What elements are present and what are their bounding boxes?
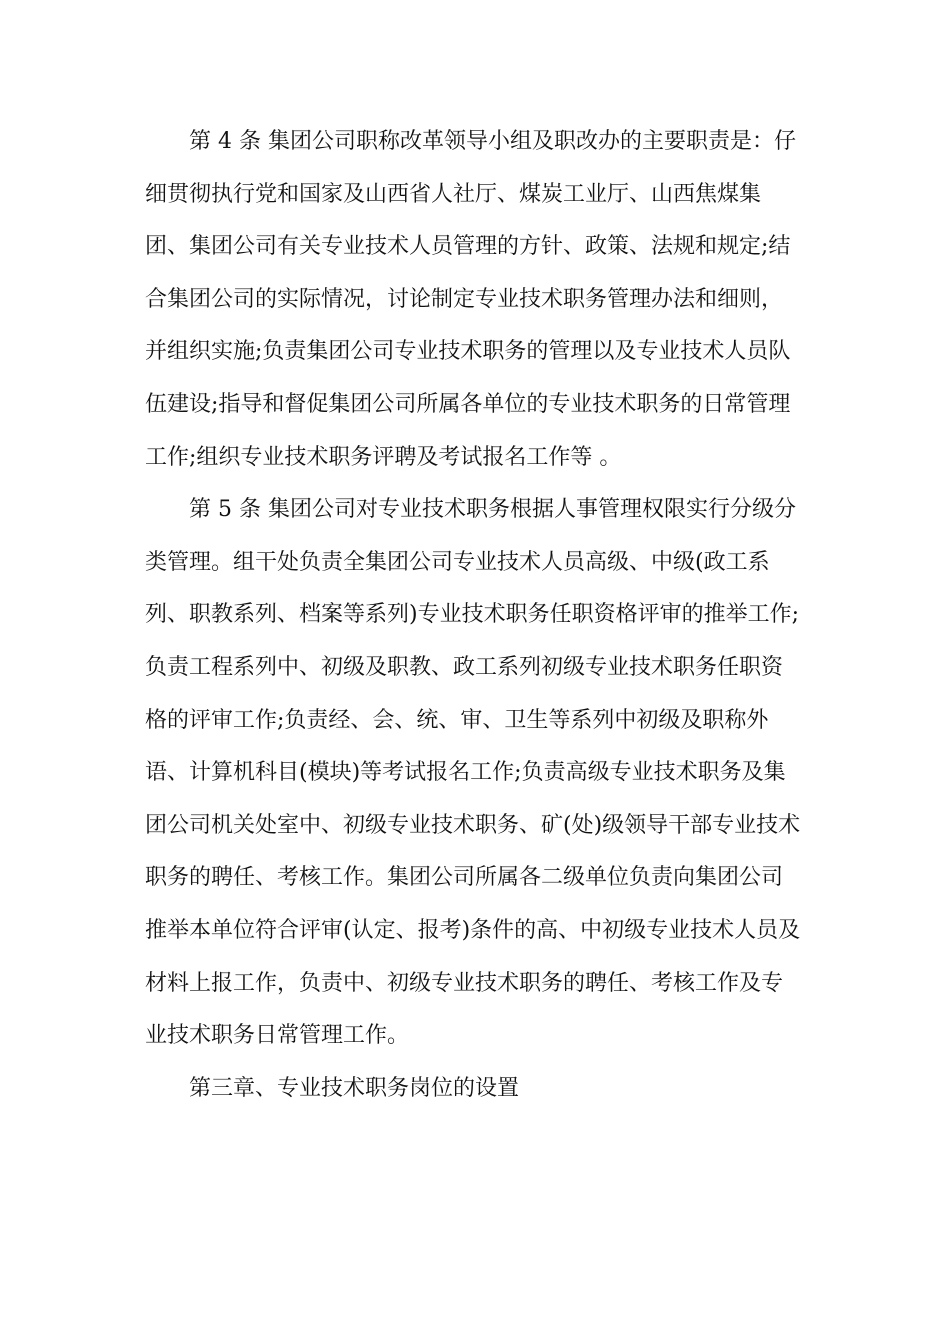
article-5-line-6: 语、计算机科目(模块)等考试报名工作;负责高级专业技术职务及集 bbox=[145, 760, 786, 786]
article-4-line-1: 第 4 条 集团公司职称改革领导小组及职改办的主要职责是：仔 bbox=[189, 129, 796, 154]
article-5-line-1: 第 5 条 集团公司对专业技术职务根据人事管理权限实行分级分 bbox=[189, 497, 796, 523]
article-5-line-9: 推举本单位符合评审(认定、报考)条件的高、中初级专业技术人员及 bbox=[145, 917, 801, 943]
article-5-line-5: 格的评审工作;负责经、会、统、审、卫生等系列中初级及职称外 bbox=[145, 707, 769, 733]
article-5-line-10: 材料上报工作，负责中、初级专业技术职务的聘任、考核工作及专 bbox=[145, 970, 784, 996]
article-5-line-7: 团公司机关处室中、初级专业技术职务、矿(处)级领导干部专业技术 bbox=[145, 812, 801, 838]
chapter-3-heading: 第三章、专业技术职务岗位的设置 bbox=[189, 1075, 520, 1101]
article-5-line-11: 业技术职务日常管理工作。 bbox=[145, 1023, 410, 1049]
article-4-line-7: 工作;组织专业技术职务评聘及考试报名工作等 。 bbox=[145, 444, 622, 470]
article-4-line-2: 细贯彻执行党和国家及山西省人社厅、煤炭工业厅、山西焦煤集 bbox=[145, 181, 762, 207]
article-4-line-4: 合集团公司的实际情况，讨论制定专业技术职务管理办法和细则， bbox=[145, 286, 784, 312]
article-5-line-8: 职务的聘任、考核工作。集团公司所属各二级单位负责向集团公司 bbox=[145, 865, 784, 891]
article-4-line-5: 并组织实施;负责集团公司专业技术职务的管理以及专业技术人员队 bbox=[145, 339, 791, 365]
article-5-line-3: 列、职教系列、档案等系列)专业技术职务任职资格评审的推举工作; bbox=[145, 602, 799, 628]
article-5-line-2: 类管理。组干处负责全集团公司专业技术人员高级、中级(政工系 bbox=[145, 549, 770, 575]
article-4-line-3: 团、集团公司有关专业技术人员管理的方针、政策、法规和规定;结 bbox=[145, 234, 791, 260]
article-5-line-4: 负责工程系列中、初级及职教、政工系列初级专业技术职务任职资 bbox=[145, 654, 784, 680]
document-body bbox=[145, 116, 813, 1115]
article-4-line-6: 伍建设;指导和督促集团公司所属各单位的专业技术职务的日常管理 bbox=[145, 391, 791, 417]
